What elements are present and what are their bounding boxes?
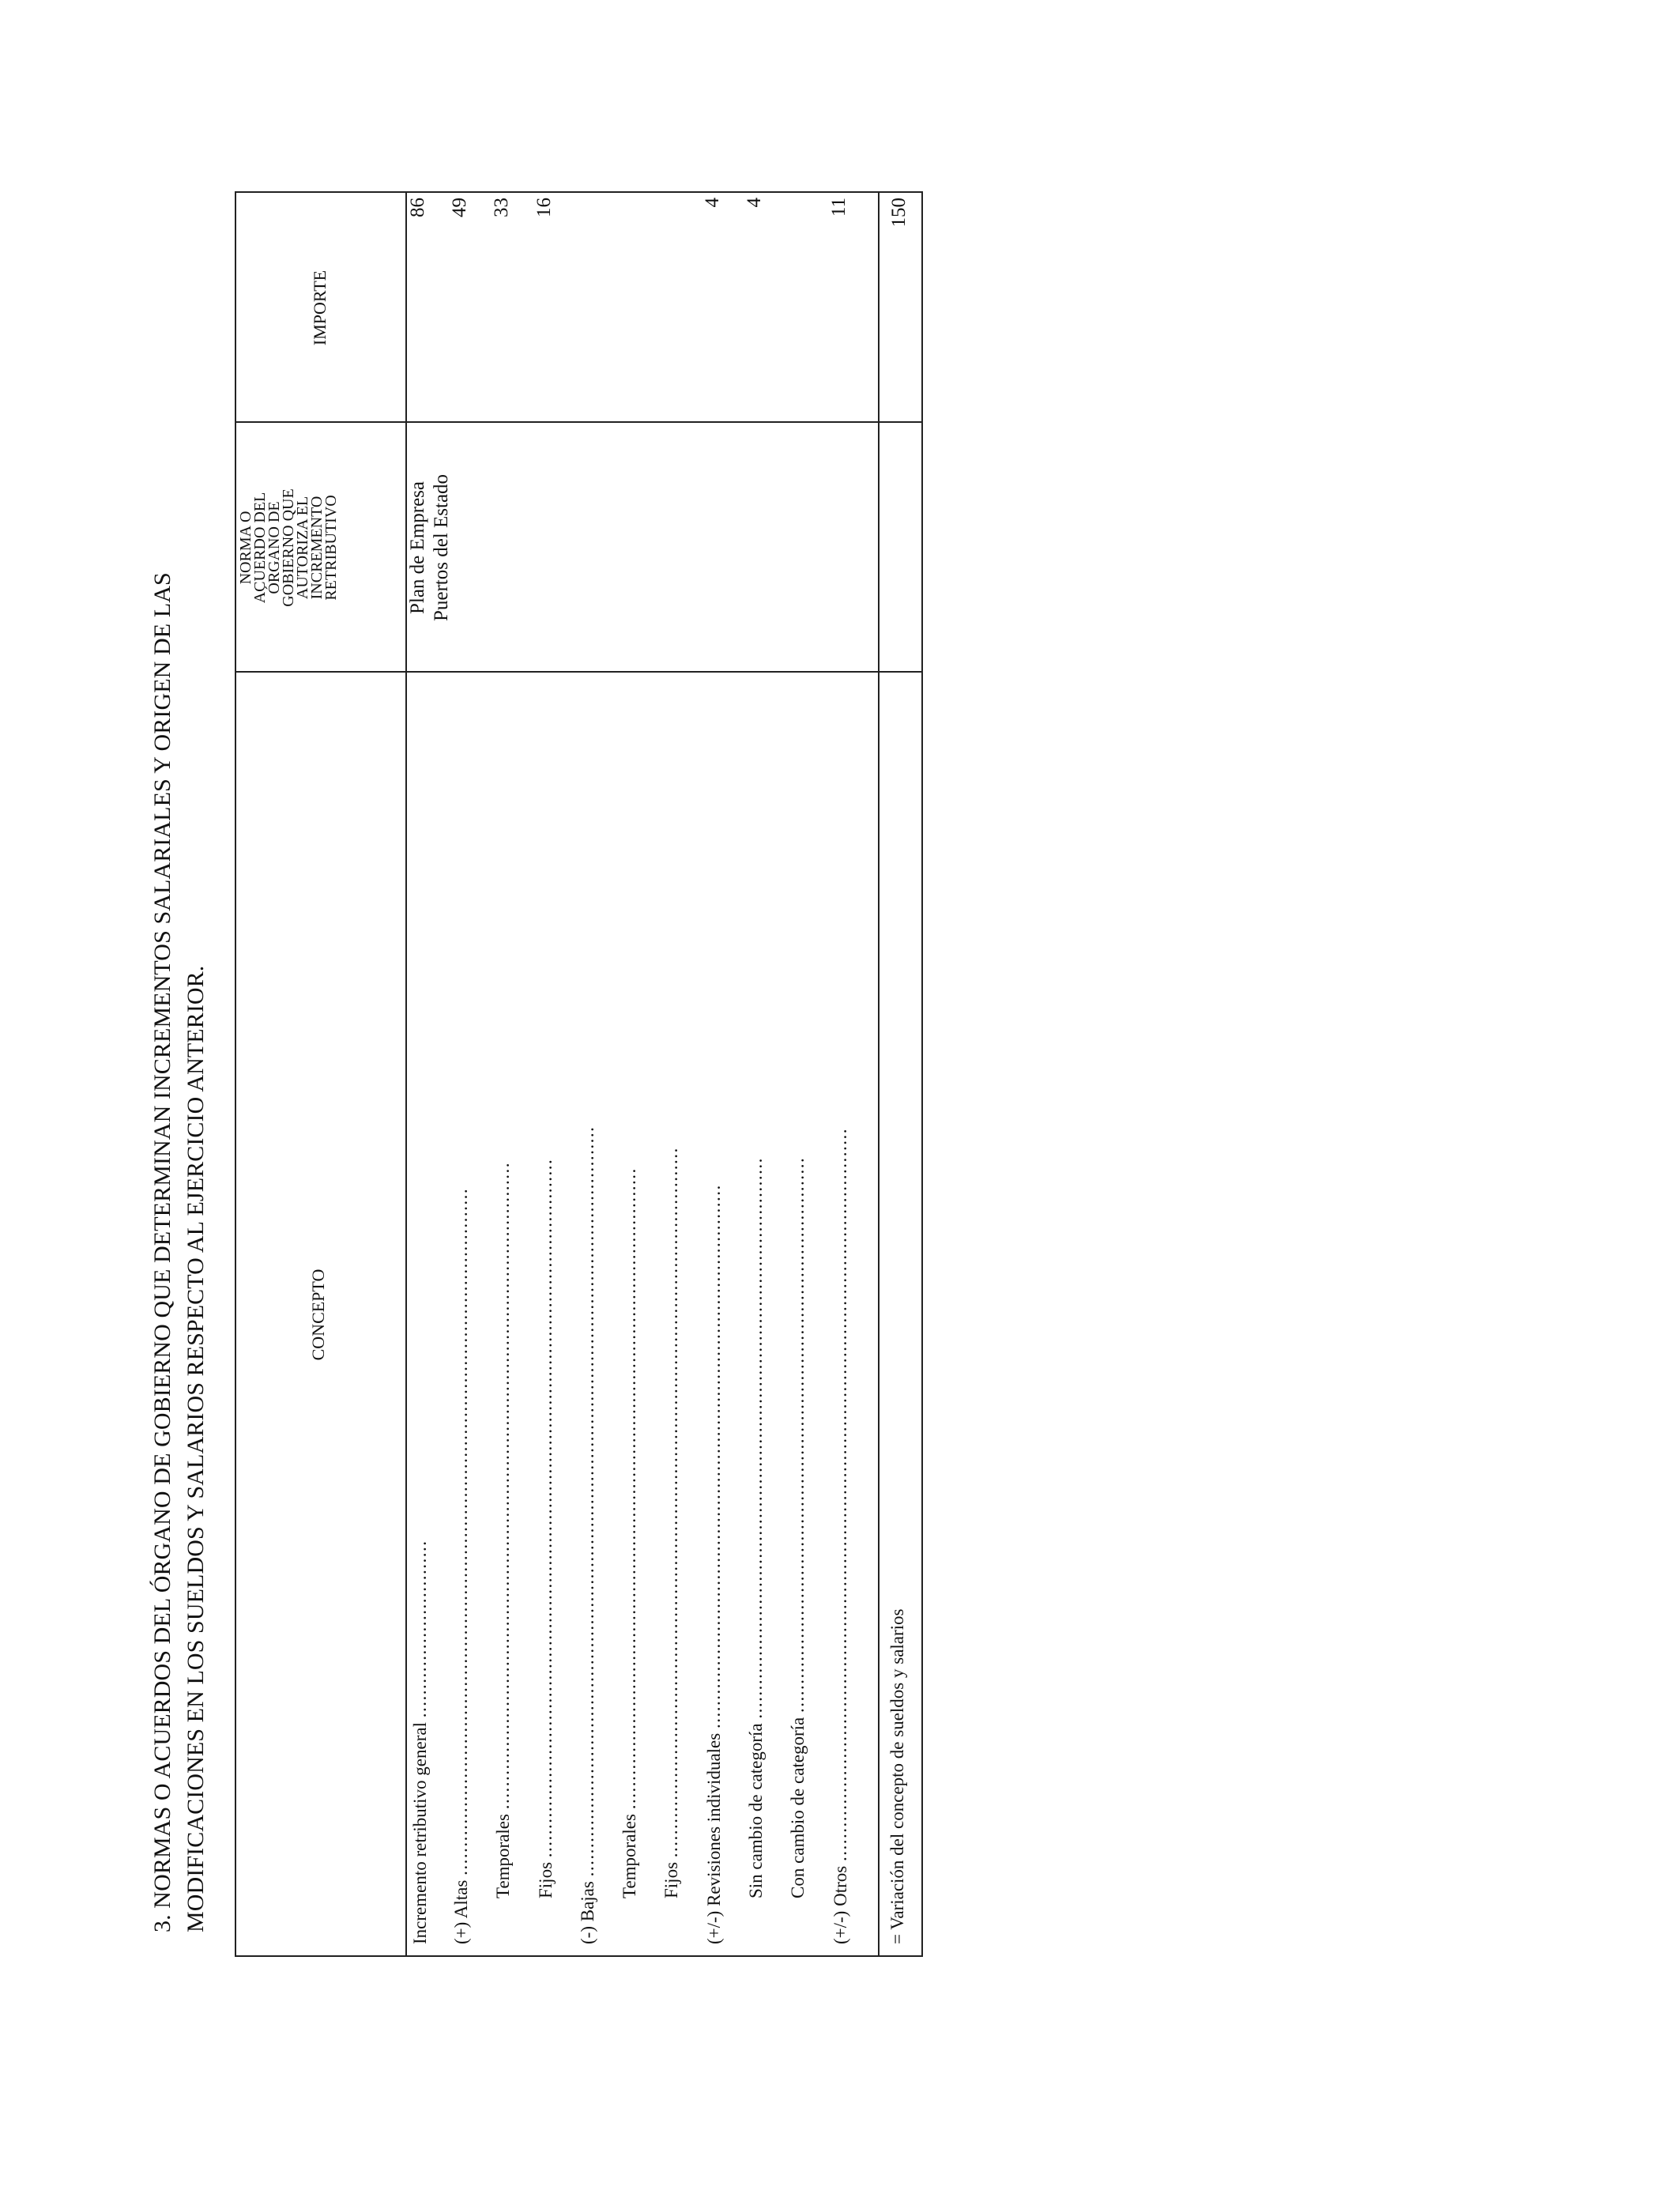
row-value: 49 <box>449 198 470 217</box>
table-right-border <box>235 191 923 193</box>
header-norma-line: ÓRGANO DE <box>266 501 283 594</box>
table-row <box>785 1157 811 1898</box>
table-row <box>702 1184 727 1944</box>
row-value: 86 <box>407 198 428 217</box>
table-row <box>533 1159 559 1898</box>
table-bottom-border <box>921 191 923 1957</box>
header-norma-line: NORMA O <box>237 511 254 585</box>
table-left-border <box>235 1955 923 1957</box>
header-norma-line: GOBIERNO QUE <box>280 488 297 607</box>
row-value: 33 <box>491 198 512 217</box>
row-leader-dots: ........................................................................................................................ <box>451 1187 471 1875</box>
row-label: Fijos <box>536 1861 556 1898</box>
row-leader-dots: ................................................................................................................................... <box>578 1125 597 1877</box>
row-label: Fijos <box>661 1861 681 1898</box>
total-separator <box>878 191 880 1957</box>
row-leader-dots: ................................................................................................................................ <box>831 1128 850 1862</box>
row-leader-dots: ................................................................................................................ <box>620 1167 639 1810</box>
norma-value <box>406 423 454 673</box>
row-leader-dots: .................................................................................................. <box>746 1157 766 1719</box>
row-leader-dots: .......................................................................................................................... <box>536 1158 556 1858</box>
header-norma-line: RETRIBUTIVO <box>322 495 340 601</box>
norma-value-line: Puertos del Estado <box>431 473 452 622</box>
total-label: = Variación del concepto de sueldos y salarios <box>887 1608 907 1944</box>
row-leader-dots: ............................... <box>410 1540 430 1718</box>
row-label: Sin cambio de categoría <box>746 1723 766 1898</box>
row-value: 4 <box>744 198 765 208</box>
row-value: 11 <box>828 198 849 217</box>
row-leader-dots: ............................................................................................................................ <box>661 1147 681 1858</box>
header-norma <box>239 423 338 673</box>
row-leader-dots: ................................................................................................................. <box>493 1162 513 1810</box>
section-title-line-2: MODIFICACIONES EN LOS SUELDOS Y SALARIOS RESPECTO AL EJERCICIO ANTERIOR. <box>183 965 209 1932</box>
row-leader-dots: ................................................................................................. <box>788 1156 808 1713</box>
row-label: Temporales <box>493 1814 513 1898</box>
table-row <box>449 1188 474 1944</box>
header-norma-line: ACUERDO DEL <box>251 492 269 604</box>
section-title-line-1: 3. NORMAS O ACUERDOS DEL ÓRGANO DE GOBIERNO QUE DETERMINAN INCREMENTOS SALARIALES Y ORIGEN DE LAS <box>149 572 175 1932</box>
row-label: (+/-) Otros <box>831 1865 850 1944</box>
row-label: Temporales <box>620 1814 639 1898</box>
header-concepto: CONCEPTO <box>308 1269 328 1361</box>
table-top-border <box>235 191 236 1957</box>
row-leader-dots: ............................................................................................... <box>704 1184 724 1729</box>
row-value: 16 <box>533 198 555 217</box>
row-label: Con cambio de categoría <box>788 1717 808 1898</box>
table-row <box>828 1128 853 1944</box>
table-row <box>744 1157 769 1898</box>
header-importe: IMPORTE <box>310 270 330 346</box>
row-label: (+/-) Revisiones individuales <box>704 1732 724 1944</box>
table-row <box>617 1167 642 1898</box>
table-row <box>491 1162 516 1898</box>
row-value: 4 <box>702 198 723 208</box>
header-norma-line: INCREMENTO <box>308 496 326 600</box>
header-norma-line: AUTORIZA EL <box>294 496 311 600</box>
table-row <box>575 1126 601 1944</box>
table-row <box>408 1540 433 1945</box>
row-label: (-) Bajas <box>578 1881 597 1944</box>
row-label: Incremento retributivo general <box>410 1722 430 1944</box>
row-label: (+) Altas <box>451 1879 471 1944</box>
norma-value-line: Plan de Empresa <box>407 481 428 615</box>
table-row <box>659 1147 684 1898</box>
total-value: 150 <box>888 198 910 228</box>
